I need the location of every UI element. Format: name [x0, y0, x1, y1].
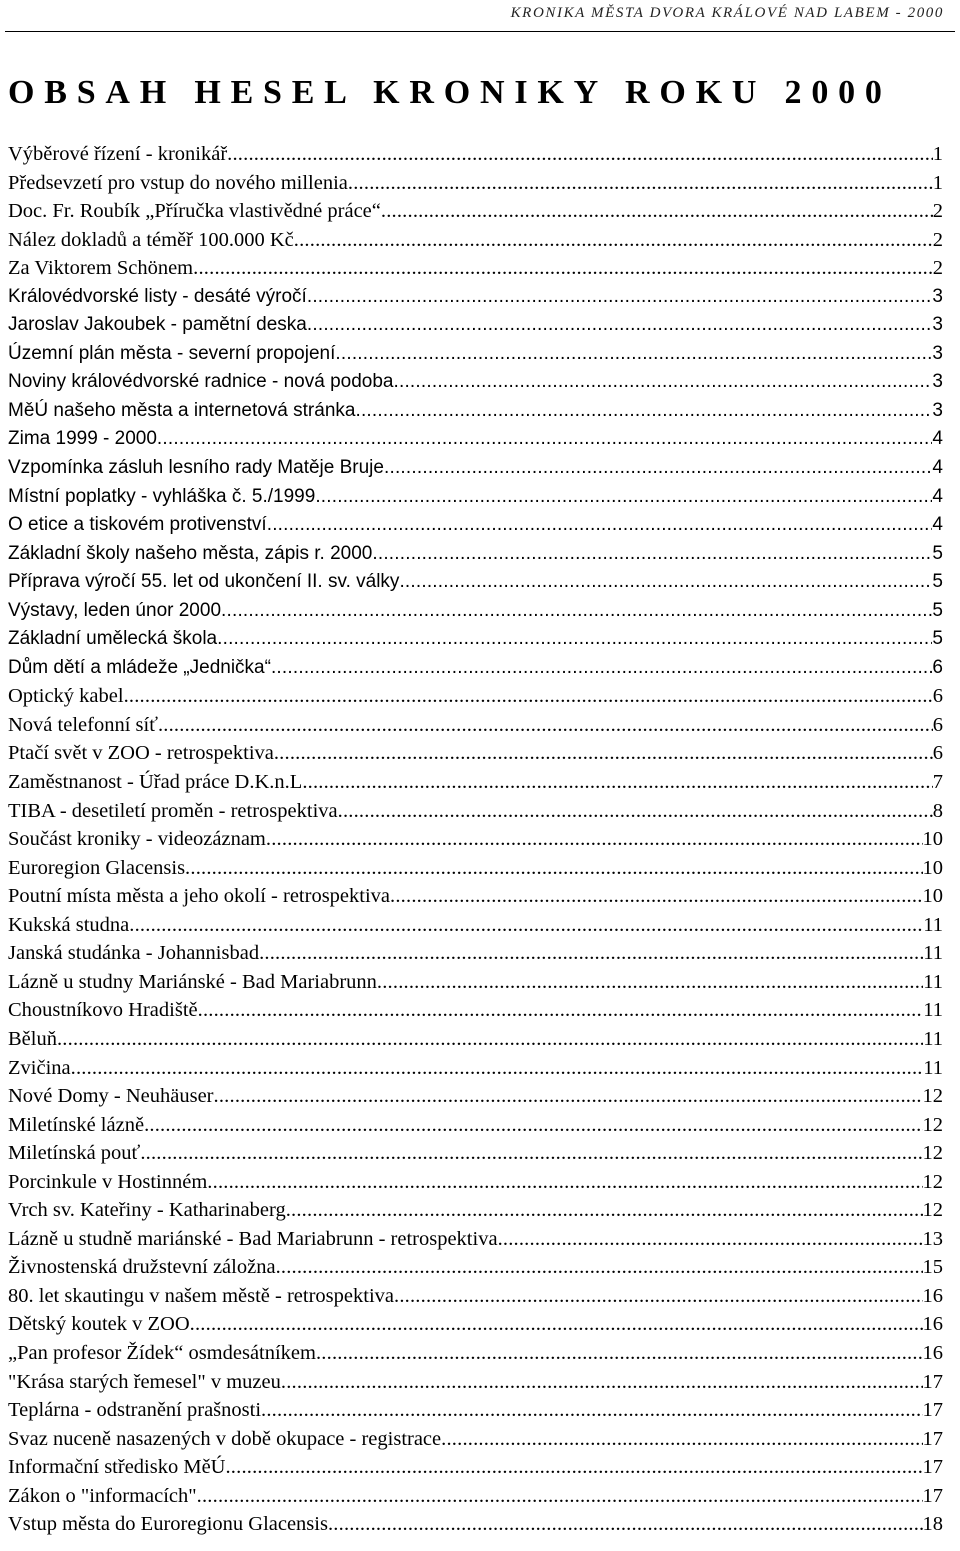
toc-entry-page-number: 8 — [932, 799, 943, 822]
toc-entry-page-number: 5 — [932, 571, 943, 593]
toc-dot-leader — [157, 425, 933, 454]
toc-entry-page-number: 2 — [932, 257, 943, 280]
toc-entry-title: Teplárna - odstranění prašnosti — [8, 1399, 262, 1422]
toc-dot-leader — [57, 1025, 923, 1054]
toc-entry-title: Zvičina — [8, 1056, 71, 1079]
toc-entry-title: Euroregion Glacensis — [8, 856, 186, 879]
toc-dot-leader — [315, 483, 932, 512]
toc-entry — [8, 625, 943, 654]
toc-dot-leader — [281, 1368, 923, 1397]
toc-dot-leader — [390, 882, 922, 911]
toc-entry-page-number: 1 — [932, 171, 943, 194]
toc-dot-leader — [377, 968, 923, 997]
toc-dot-leader — [158, 711, 933, 740]
toc-entry-page-number: 6 — [932, 742, 943, 765]
toc-dot-leader — [286, 1196, 923, 1225]
toc-entry-page-number: 3 — [932, 314, 943, 336]
toc-dot-leader — [193, 254, 933, 283]
toc-entry-page-number: 5 — [932, 542, 943, 564]
toc-dot-leader — [384, 454, 932, 483]
toc-entry-title: TIBA - desetiletí proměn - retrospektiva — [8, 799, 338, 822]
toc-entry-page-number: 4 — [932, 428, 943, 450]
toc-entry-title: Územní plán města - severní propojení — [8, 342, 336, 364]
toc-entry — [8, 283, 943, 312]
toc-entry — [8, 968, 943, 997]
toc-entry — [8, 1482, 943, 1511]
toc-entry-page-number: 11 — [923, 1027, 943, 1050]
toc-entry-title: O etice a tiskovém protivenství — [8, 514, 267, 536]
toc-dot-leader — [302, 768, 932, 797]
toc-entry — [8, 1510, 943, 1539]
toc-entry — [8, 340, 943, 369]
toc-entry-title: Noviny královédvorské radnice - nová podoba — [8, 371, 394, 393]
toc-entry-title: Zima 1999 - 2000 — [8, 428, 157, 450]
toc-entry — [8, 483, 943, 512]
toc-entry-page-number: 11 — [923, 942, 943, 965]
toc-entry-page-number: 3 — [932, 371, 943, 393]
toc-dot-leader — [185, 854, 922, 883]
toc-entry-page-number: 3 — [932, 399, 943, 421]
toc-entry-page-number: 16 — [922, 1284, 943, 1307]
toc-dot-leader — [217, 625, 932, 654]
toc-entry-page-number: 3 — [932, 342, 943, 364]
toc-entry — [8, 882, 943, 911]
toc-entry — [8, 1425, 943, 1454]
toc-dot-leader — [399, 568, 932, 597]
toc-entry — [8, 682, 943, 711]
toc-entry-page-number: 11 — [923, 970, 943, 993]
toc-entry-page-number: 13 — [922, 1227, 943, 1250]
toc-dot-leader — [355, 397, 932, 426]
toc-entry-title: Dětský koutek v ZOO — [8, 1313, 190, 1336]
toc-entry — [8, 1368, 943, 1397]
toc-entry — [8, 1111, 943, 1140]
toc-entry — [8, 368, 943, 397]
toc-entry-title: Doc. Fr. Roubík „Příručka vlastivědné práce“ — [8, 200, 381, 223]
toc-entry — [8, 1453, 943, 1482]
toc-entry-page-number: 5 — [932, 599, 943, 621]
toc-entry-title: Kukská studna — [8, 913, 130, 936]
toc-entry-title: Zaměstnanost - Úřad práce D.K.n.L — [8, 771, 303, 794]
toc-entry-page-number: 11 — [923, 999, 943, 1022]
toc-entry — [8, 169, 943, 198]
toc-entry-page-number: 16 — [922, 1341, 943, 1364]
toc-entry-page-number: 10 — [922, 828, 943, 851]
toc-entry-page-number: 18 — [922, 1513, 943, 1536]
toc-dot-leader — [259, 939, 923, 968]
toc-dot-leader — [307, 283, 933, 312]
toc-entry-title: Výběrové řízení - kronikář — [8, 143, 228, 165]
toc-entry — [8, 1396, 943, 1425]
toc-entry-title: Lázně u studně mariánské - Bad Mariabrunn - retrospektiva — [8, 1227, 498, 1250]
toc-dot-leader — [394, 1282, 923, 1311]
toc-dot-leader — [394, 368, 933, 397]
toc-entry-page-number: 6 — [932, 656, 943, 678]
toc-entry — [8, 454, 943, 483]
toc-entry-page-number: 4 — [932, 514, 943, 536]
toc-entry-title: Za Viktorem Schönem — [8, 257, 194, 280]
toc-entry-title: Informační středisko MěÚ — [8, 1456, 226, 1479]
toc-dot-leader — [441, 1425, 922, 1454]
toc-entry — [8, 1282, 943, 1311]
toc-entry-title: Vzpomínka zásluh lesního rady Matěje Bruje — [8, 457, 384, 479]
toc-entry-page-number: 17 — [922, 1456, 943, 1479]
toc-entry — [8, 1339, 943, 1368]
toc-entry — [8, 996, 943, 1025]
toc-entry-page-number: 10 — [922, 856, 943, 879]
toc-entry-title: Ptačí svět v ZOO - retrospektiva — [8, 742, 274, 765]
toc-dot-leader — [276, 1253, 923, 1282]
toc-dot-leader — [190, 1310, 923, 1339]
toc-entry-page-number: 1 — [932, 143, 943, 165]
toc-entry-title: Choustníkovo Hradiště — [8, 999, 198, 1022]
toc-entry-title: Janská studánka - Johannisbad — [8, 942, 260, 965]
toc-entry-page-number: 10 — [922, 885, 943, 908]
toc-dot-leader — [316, 1339, 923, 1368]
toc-entry-title: Svaz nuceně nasazených v době okupace - registrace — [8, 1427, 442, 1450]
toc-entry-page-number: 5 — [932, 628, 943, 650]
toc-entry-title: Základní umělecká škola — [8, 628, 218, 650]
toc-entry-page-number: 12 — [922, 1113, 943, 1136]
toc-entry-title: Místní poplatky - vyhláška č. 5./1999 — [8, 485, 316, 507]
toc-dot-leader — [498, 1225, 923, 1254]
toc-entry-title: Živnostenská družstevní záložna — [8, 1256, 276, 1279]
toc-entry — [8, 1310, 943, 1339]
toc-entry-title: Jaroslav Jakoubek - pamětní deska — [8, 314, 307, 336]
toc-entry — [8, 768, 943, 797]
toc-entry-title: Součást kroniky - videozáznam — [8, 828, 266, 851]
toc-entry — [8, 1253, 943, 1282]
toc-entry-title: Běluň — [8, 1027, 57, 1050]
toc-entry — [8, 1139, 943, 1168]
toc-entry — [8, 197, 943, 226]
toc-dot-leader — [307, 311, 933, 340]
toc-entry — [8, 254, 943, 283]
page-title: OBSAH HESEL KRONIKY ROKU 2000 — [8, 74, 892, 111]
toc-dot-leader — [372, 540, 932, 569]
toc-entry-page-number: 17 — [922, 1399, 943, 1422]
toc-entry — [8, 597, 943, 626]
table-of-contents — [8, 140, 943, 1539]
toc-entry-title: Nález dokladů a téměř 100.000 Kč — [8, 228, 294, 251]
toc-entry-page-number: 6 — [932, 685, 943, 708]
toc-entry-title: Nové Domy - Neuhäuser — [8, 1085, 214, 1108]
toc-entry — [8, 825, 943, 854]
toc-dot-leader — [71, 1054, 924, 1083]
toc-entry — [8, 1082, 943, 1111]
toc-entry — [8, 1054, 943, 1083]
toc-entry — [8, 1168, 943, 1197]
toc-entry — [8, 397, 943, 426]
toc-entry-page-number: 17 — [922, 1370, 943, 1393]
toc-entry-title: 80. let skautingu v našem městě - retrospektiva — [8, 1284, 394, 1307]
toc-entry-page-number: 11 — [923, 1056, 943, 1079]
toc-dot-leader — [335, 340, 932, 369]
toc-dot-leader — [221, 597, 932, 626]
toc-entry — [8, 939, 943, 968]
toc-entry-page-number: 6 — [932, 713, 943, 736]
toc-entry-page-number: 12 — [922, 1142, 943, 1165]
toc-entry — [8, 711, 943, 740]
toc-dot-leader — [214, 1082, 923, 1111]
toc-entry-title: Královédvorské listy - desáté výročí — [8, 285, 307, 307]
toc-entry-title: Výstavy, leden únor 2000 — [8, 599, 222, 621]
toc-dot-leader — [124, 682, 933, 711]
toc-entry-title: Porcinkule v Hostinném — [8, 1170, 208, 1193]
toc-entry-title: Optický kabel — [8, 685, 124, 708]
running-header: KRONIKA MĚSTA DVORA KRÁLOVÉ NAD LABEM - 2000 — [510, 5, 944, 21]
toc-dot-leader — [294, 226, 933, 255]
toc-entry-page-number: 15 — [922, 1256, 943, 1279]
toc-entry — [8, 1225, 943, 1254]
toc-dot-leader — [381, 197, 933, 226]
toc-entry — [8, 854, 943, 883]
toc-entry-page-number: 16 — [922, 1313, 943, 1336]
toc-dot-leader — [328, 1510, 923, 1539]
toc-entry — [8, 739, 943, 768]
toc-dot-leader — [198, 996, 924, 1025]
toc-entry-title: Předsevzetí pro vstup do nového millenia — [8, 171, 348, 194]
toc-entry-title: „Pan profesor Žídek“ osmdesátníkem — [8, 1341, 316, 1364]
toc-dot-leader — [225, 1453, 922, 1482]
toc-entry — [8, 540, 943, 569]
toc-entry — [8, 425, 943, 454]
toc-entry-title: Základní školy našeho města, zápis r. 2000 — [8, 542, 373, 564]
toc-entry — [8, 797, 943, 826]
toc-entry-title: Vstup města do Euroregionu Glacensis — [8, 1513, 328, 1536]
toc-entry-title: "Krása starých řemesel" v muzeu — [8, 1370, 281, 1393]
toc-entry-title: Miletínské lázně — [8, 1113, 145, 1136]
toc-dot-leader — [348, 169, 933, 198]
toc-entry-page-number: 17 — [922, 1427, 943, 1450]
toc-entry-page-number: 2 — [932, 228, 943, 251]
toc-dot-leader — [271, 654, 932, 683]
toc-entry-title: Zákon o "informacích" — [8, 1484, 197, 1507]
toc-entry — [8, 226, 943, 255]
toc-entry-page-number: 17 — [922, 1484, 943, 1507]
toc-dot-leader — [144, 1111, 922, 1140]
toc-entry-title: Lázně u studny Mariánské - Bad Mariabrunn — [8, 970, 377, 993]
toc-dot-leader — [267, 511, 933, 540]
toc-entry-title: Poutní místa města a jeho okolí - retrospektiva — [8, 885, 391, 908]
toc-entry — [8, 654, 943, 683]
toc-entry — [8, 140, 943, 169]
toc-entry — [8, 1025, 943, 1054]
toc-entry — [8, 1196, 943, 1225]
toc-dot-leader — [274, 739, 933, 768]
toc-entry-page-number: 4 — [932, 457, 943, 479]
toc-entry-title: Dům dětí a mládeže „Jednička“ — [8, 656, 271, 678]
toc-entry-title: Vrch sv. Kateřiny - Katharinaberg — [8, 1199, 286, 1222]
toc-dot-leader — [227, 140, 933, 169]
toc-entry-page-number: 12 — [922, 1170, 943, 1193]
toc-entry-page-number: 2 — [932, 200, 943, 223]
toc-entry-page-number: 12 — [922, 1085, 943, 1108]
toc-entry — [8, 568, 943, 597]
toc-dot-leader — [197, 1482, 923, 1511]
toc-entry — [8, 911, 943, 940]
toc-dot-leader — [338, 797, 933, 826]
toc-dot-leader — [129, 911, 923, 940]
toc-entry-page-number: 7 — [932, 771, 943, 794]
toc-entry — [8, 511, 943, 540]
toc-dot-leader — [140, 1139, 922, 1168]
toc-entry-title: Nová telefonní síť — [8, 713, 158, 736]
toc-entry-page-number: 12 — [922, 1199, 943, 1222]
toc-entry-page-number: 4 — [932, 485, 943, 507]
toc-entry-title: MěÚ našeho města a internetová stránka — [8, 399, 356, 421]
toc-dot-leader — [261, 1396, 922, 1425]
toc-entry-title: Miletínská pouť — [8, 1142, 141, 1165]
toc-entry-title: Příprava výročí 55. let od ukončení II. sv. války — [8, 571, 400, 593]
toc-entry — [8, 311, 943, 340]
header-rule — [5, 31, 955, 32]
toc-dot-leader — [266, 825, 923, 854]
toc-entry-page-number: 3 — [932, 285, 943, 307]
toc-entry-page-number: 11 — [923, 913, 943, 936]
toc-dot-leader — [207, 1168, 922, 1197]
